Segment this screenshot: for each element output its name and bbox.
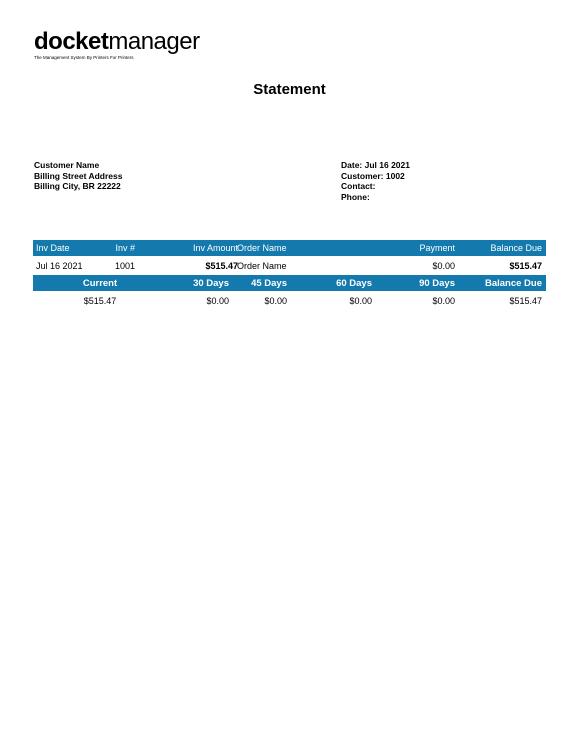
row-inv-date: Jul 16 2021	[36, 260, 83, 271]
statement-contact: Contact:	[341, 181, 376, 191]
header-inv-date: Inv Date	[36, 243, 70, 253]
header-current: Current	[82, 277, 118, 289]
header-45-days: 45 Days	[251, 277, 287, 289]
logo-tagline: The Management System By Printers For Printers	[34, 55, 134, 60]
header-payment: Payment	[419, 243, 455, 253]
header-order-name: Order Name	[237, 243, 287, 253]
aging-current: $515.47	[83, 295, 117, 306]
header-90-days: 90 Days	[419, 277, 455, 289]
row-payment: $0.00	[432, 260, 455, 271]
header-60-days: 60 Days	[336, 277, 372, 289]
header-inv-number: Inv #	[115, 243, 135, 253]
header-inv-amount: Inv Amount	[192, 243, 238, 253]
aging-45-days: $0.00	[264, 295, 287, 306]
invoice-table-header	[33, 240, 546, 256]
table-row	[33, 258, 546, 273]
header-30-days: 30 Days	[193, 277, 229, 289]
aging-table-header	[33, 275, 546, 291]
row-order-name: Order Name	[237, 260, 287, 271]
row-inv-number: 1001	[114, 260, 135, 271]
page-title: Statement	[253, 81, 326, 98]
row-inv-amount: $515.47	[205, 260, 238, 271]
docket-manager-logo	[34, 30, 200, 61]
aging-60-days: $0.00	[349, 295, 372, 306]
logo-brand-part1: docket	[34, 28, 109, 55]
statement-info-block	[341, 160, 410, 202]
logo-wordmark	[34, 30, 200, 54]
statement-date: Date: Jul 16 2021	[341, 160, 410, 170]
aging-balance-due: $515.47	[509, 295, 542, 306]
row-balance-due: $515.47	[509, 260, 542, 271]
aging-30-days: $0.00	[206, 295, 229, 306]
billing-street: Billing Street Address	[34, 170, 123, 181]
statement-phone: Phone:	[341, 191, 370, 202]
aging-values-row	[33, 293, 546, 308]
billing-city: Billing City, BR 22222	[34, 181, 121, 191]
header-aging-balance-due: Balance Due	[484, 277, 542, 289]
customer-name: Customer Name	[34, 160, 100, 170]
statement-customer-id: Customer: 1002	[341, 170, 405, 181]
logo-brand-part2: manager	[108, 28, 200, 55]
header-balance-due: Balance Due	[490, 243, 542, 253]
customer-address-block	[34, 160, 122, 192]
aging-90-days: $0.00	[432, 295, 455, 306]
